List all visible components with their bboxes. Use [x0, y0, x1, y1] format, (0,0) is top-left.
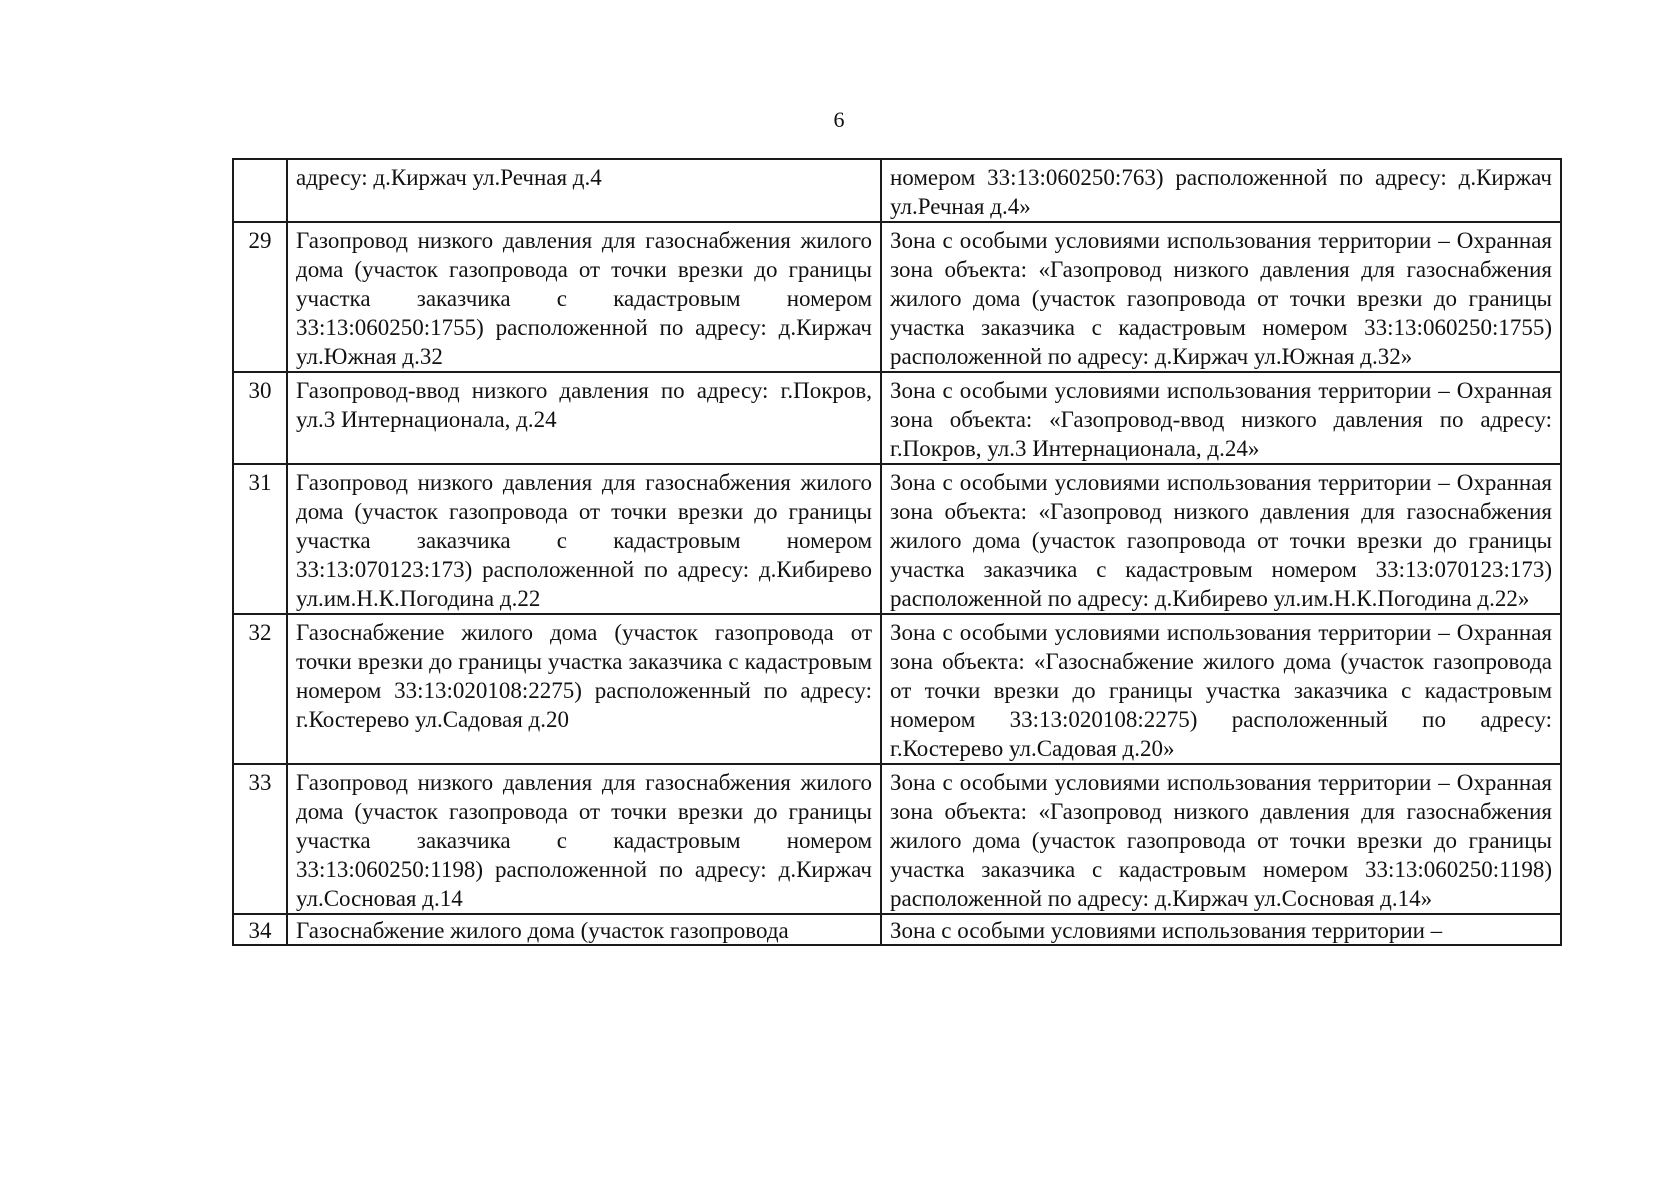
object-description: Газоснабжение жилого дома (участок газопровода	[287, 914, 881, 945]
zone-description: Зона с особыми условиями использования территории – Охранная зона объекта: «Газоснабжение жилого дома (участок газопровода от точки врезки до границы участка заказчика с кадастровым номером 33:13:020108:2275) расположенный по адресу: г.Костерево ул.Садовая д.20»	[881, 614, 1561, 764]
zone-description: Зона с особыми условиями использования территории – Охранная зона объекта: «Газопровод-ввод низкого давления по адресу: г.Покров, ул.3 Интернационала, д.24»	[881, 372, 1561, 464]
row-number: 33	[233, 764, 287, 914]
row-number: 31	[233, 464, 287, 614]
object-description: Газопровод низкого давления для газоснабжения жилого дома (участок газопровода от точки врезки до границы участка заказчика с кадастровым номером 33:13:060250:1198) расположенной по адресу: д.Киржач ул.Сосновая д.14	[287, 764, 881, 914]
row-number: 34	[233, 914, 287, 945]
object-description: Газопровод-ввод низкого давления по адресу: г.Покров, ул.3 Интернационала, д.24	[287, 372, 881, 464]
table-row	[233, 614, 1561, 764]
zone-description: Зона с особыми условиями использования территории – Охранная зона объекта: «Газопровод низкого давления для газоснабжения жилого дома (участок газопровода от точки врезки до границы участка заказчика с кадастровым номером 33:13:060250:1755) расположенной по адресу: д.Киржач ул.Южная д.32»	[881, 222, 1561, 372]
table-row	[233, 159, 1561, 222]
table-row	[233, 914, 1561, 945]
table-row	[233, 222, 1561, 372]
object-description: адресу: д.Киржач ул.Речная д.4	[287, 159, 881, 222]
object-description: Газопровод низкого давления для газоснабжения жилого дома (участок газопровода от точки врезки до границы участка заказчика с кадастровым номером 33:13:060250:1755) расположенной по адресу: д.Киржач ул.Южная д.32	[287, 222, 881, 372]
object-description: Газопровод низкого давления для газоснабжения жилого дома (участок газопровода от точки врезки до границы участка заказчика с кадастровым номером 33:13:070123:173) расположенной по адресу: д.Кибирево ул.им.Н.К.Погодина д.22	[287, 464, 881, 614]
row-number: 32	[233, 614, 287, 764]
page-number: 6	[833, 107, 845, 132]
zone-description: Зона с особыми условиями использования территории –	[881, 914, 1561, 945]
row-number: 30	[233, 372, 287, 464]
table-row	[233, 372, 1561, 464]
row-number: 29	[233, 222, 287, 372]
zone-description: номером 33:13:060250:763) расположенной по адресу: д.Киржач ул.Речная д.4»	[881, 159, 1561, 222]
row-number	[233, 159, 287, 222]
table-row	[233, 464, 1561, 614]
object-description: Газоснабжение жилого дома (участок газопровода от точки врезки до границы участка заказчика с кадастровым номером 33:13:020108:2275) расположенный по адресу: г.Костерево ул.Садовая д.20	[287, 614, 881, 764]
zone-description: Зона с особыми условиями использования территории – Охранная зона объекта: «Газопровод низкого давления для газоснабжения жилого дома (участок газопровода от точки врезки до границы участка заказчика с кадастровым номером 33:13:060250:1198) расположенной по адресу: д.Киржач ул.Сосновая д.14»	[881, 764, 1561, 914]
zone-description: Зона с особыми условиями использования территории – Охранная зона объекта: «Газопровод низкого давления для газоснабжения жилого дома (участок газопровода от точки врезки до границы участка заказчика с кадастровым номером 33:13:070123:173) расположенной по адресу: д.Кибирево ул.им.Н.К.Погодина д.22»	[881, 464, 1561, 614]
zones-table	[232, 158, 1562, 946]
table-row	[233, 764, 1561, 914]
